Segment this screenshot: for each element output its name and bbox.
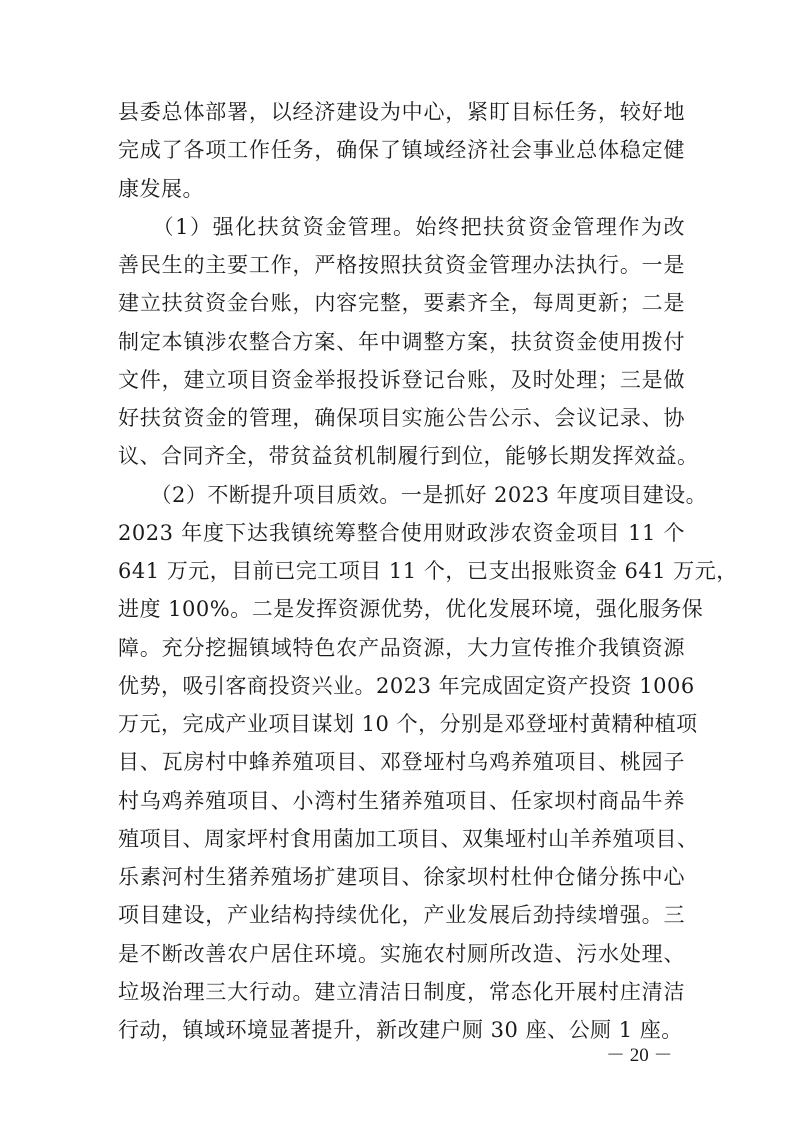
text-line: 进度 100%。二是发挥资源优势，优化发展环境，强化服务保 (118, 597, 704, 622)
text-line: 康发展。 (118, 176, 204, 201)
text-line: 目、瓦房村中蜂养殖项目、邓登垭村乌鸡养殖项目、桃园子 (118, 750, 685, 775)
text-line: 善民生的主要工作，严格按照扶贫资金管理办法执行。一是 (118, 253, 685, 277)
text-line: 行动，镇域环境显著提升，新改建户厕 30 座、公厕 1 座。 (118, 1018, 683, 1042)
text-line: 优势，吸引客商投资兴业。2023 年完成固定资产投资 1006 (118, 673, 695, 698)
text-line: 641 万元，目前已完工项目 11 个，已支出报账资金 641 万元， (118, 559, 738, 583)
text-line: 万元，完成产业项目谋划 10 个，分别是邓登垭村黄精种植项 (118, 712, 698, 736)
page-number: － 20 － (606, 1045, 673, 1066)
document-body (118, 93, 738, 1049)
text-line: （1）强化扶贫资金管理。始终把扶贫资金管理作为改 (118, 214, 685, 239)
text-line: 垃圾治理三大行动。建立清洁日制度，常态化开展村庄清洁 (118, 979, 685, 1004)
text-line: 文件，建立项目资金举报投诉登记台账，及时处理；三是做 (118, 367, 685, 392)
text-line: 乐素河村生猪养殖场扩建项目、徐家坝村杜仲仓储分拣中心 (118, 865, 685, 889)
text-line: （2）不断提升项目质效。一是抓好 2023 年度项目建设。 (118, 482, 708, 507)
text-line: 县委总体部署，以经济建设为中心，紧盯目标任务，较好地 (118, 100, 685, 124)
text-line: 好扶贫资金的管理，确保项目实施公告公示、会议记录、协 (118, 406, 685, 430)
text-line: 殖项目、周家坪村食用菌加工项目、双集垭村山羊养殖项目、 (118, 826, 699, 851)
text-line: 项目建设，产业结构持续优化，产业发展后劲持续增强。三 (118, 903, 685, 928)
text-line: 障。充分挖掘镇域特色农产品资源，大力宣传推介我镇资源 (118, 635, 685, 660)
text-line: 村乌鸡养殖项目、小湾村生猪养殖项目、任家坝村商品牛养 (118, 788, 685, 813)
text-line: 是不断改善农户居住环境。实施农村厕所改造、污水处理、 (118, 941, 685, 966)
text-line: 议、合同齐全，带贫益贫机制履行到位，能够长期发挥效益。 (118, 444, 699, 469)
text-line: 制定本镇涉农整合方案、年中调整方案，扶贫资金使用拨付 (118, 329, 685, 354)
text-line: 2023 年度下达我镇统筹整合使用财政涉农资金项目 11 个 (118, 520, 685, 545)
text-line: 完成了各项工作任务，确保了镇域经济社会事业总体稳定健 (118, 138, 685, 163)
text-line: 建立扶贫资金台账，内容完整，要素齐全，每周更新；二是 (118, 291, 685, 316)
